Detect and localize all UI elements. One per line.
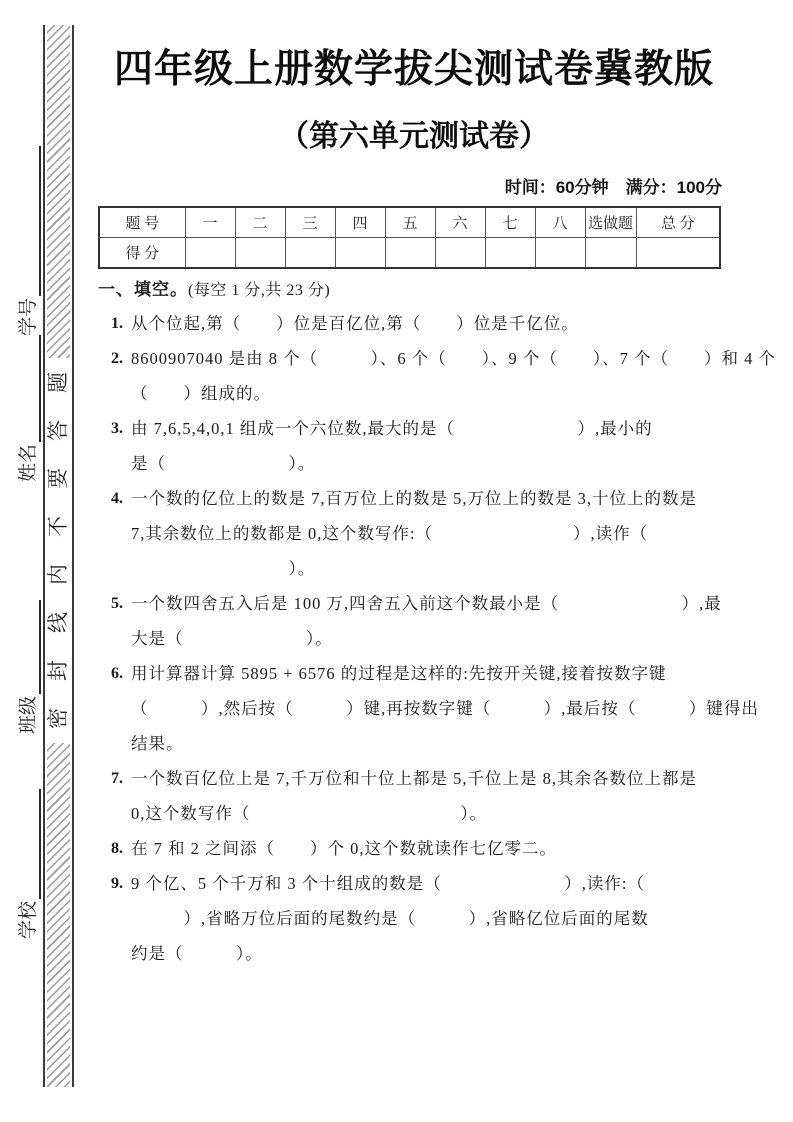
question-line: 约是（ ）。 (131, 944, 263, 963)
score-table-header-cell: 七 (485, 207, 535, 238)
question-line: （ ）,然后按（ ）键,再按数字键（ ）,最后按（ ）键得出 (131, 699, 759, 718)
score-row-label: 得 分 (99, 238, 185, 269)
score-cell-empty (585, 238, 636, 269)
question-list (98, 306, 776, 971)
question-line: 0,这个数写作（ ）。 (131, 804, 488, 823)
hatch-pattern-top (47, 25, 70, 358)
question (98, 306, 730, 341)
score-cell-empty (335, 238, 385, 269)
question-number: 2. (111, 350, 123, 367)
page-subtitle: （第六单元测试卷） (279, 120, 549, 153)
student-number-field (15, 146, 41, 336)
score-table-header-cell: 六 (435, 207, 485, 238)
score-table-header-cell: 二 (235, 207, 285, 238)
score-table-header-cell: 五 (385, 207, 435, 238)
student-name-label: 姓名 (18, 443, 39, 482)
score-cell-empty (385, 238, 435, 269)
score-table-header-cell: 总 分 (636, 207, 720, 238)
main-content (98, 0, 776, 971)
score-table-score-row (99, 238, 720, 269)
score-table-header-cell: 题 号 (99, 207, 185, 238)
score-cell-empty (185, 238, 235, 269)
question-line: 一个数四舍五入后是 100 万,四舍五入前这个数最小是（ ）,最 (131, 594, 722, 613)
seal-char: 线 (46, 612, 70, 634)
student-name-blank-line (24, 335, 41, 442)
hatch-pattern-bottom (47, 743, 70, 1087)
school-field (15, 789, 41, 939)
question-number: 3. (111, 420, 123, 437)
score-table-header-cell: 选做题 (585, 207, 636, 238)
score-table-header-cell: 三 (285, 207, 335, 238)
question-line: 一个数的亿位上的数是 7,百万位上的数是 5,万位上的数是 3,十位上的数是 (131, 489, 697, 508)
question-number: 7. (111, 770, 123, 787)
question (98, 411, 730, 481)
seal-char: 封 (46, 660, 70, 682)
score-table-header-cell: 八 (535, 207, 585, 238)
question (98, 761, 730, 831)
question-number: 1. (111, 315, 123, 332)
question-line: ）。 (131, 559, 316, 578)
score-table-header-cell: 四 (335, 207, 385, 238)
question (98, 341, 776, 411)
question-number: 6. (111, 665, 123, 682)
exam-time-score-info: 时间：60分钟 满分：100分 (504, 178, 722, 197)
question (98, 656, 759, 761)
score-cell-empty (435, 238, 485, 269)
question-number: 9. (111, 875, 123, 892)
section-heading: 一、填空。 (98, 280, 188, 299)
question-line: 大是（ ）。 (131, 629, 333, 648)
score-cell-empty (535, 238, 585, 269)
question (98, 831, 730, 866)
question-line: （ ）组成的。 (131, 384, 271, 403)
question-number: 8. (111, 840, 123, 857)
page-title: 四年级上册数学拔尖测试卷冀教版 (113, 48, 714, 91)
seal-char: 题 (46, 371, 70, 393)
seal-char: 不 (46, 515, 70, 537)
score-table-header-row (99, 207, 720, 238)
class-field (15, 600, 41, 734)
question (98, 586, 730, 656)
seal-char: 要 (46, 467, 70, 489)
question-line: 用计算器计算 5895 + 6576 的过程是这样的:先按开关键,接着按数字键 (131, 664, 667, 683)
question-line: 由 7,6,5,4,0,1 组成一个六位数,最大的是（ ）,最小的 (131, 419, 653, 438)
question (98, 481, 730, 586)
seal-char: 答 (46, 419, 70, 441)
question-line: 8600907040 是由 8 个（ ）、6 个（ ）、9 个（ ）、7 个（ ）和 4 个 (131, 349, 776, 368)
class-label: 班级 (18, 695, 39, 734)
section-header (98, 278, 730, 303)
question-line: 结果。 (131, 734, 184, 753)
score-cell-empty (636, 238, 720, 269)
question-number: 5. (111, 595, 123, 612)
question-line: 是（ ）。 (131, 454, 316, 473)
question-line: ）,省略万位后面的尾数约是（ ）,省略亿位后面的尾数 (131, 909, 649, 928)
question-line: 从个位起,第（ ）位是百亿位,第（ ）位是千亿位。 (131, 314, 579, 333)
student-name-field (15, 335, 41, 482)
question-number: 4. (111, 490, 123, 507)
question-line: 9 个亿、5 个千万和 3 个十组成的数是（ ）,读作:（ (131, 874, 645, 893)
question (98, 866, 730, 971)
student-number-label: 学号 (18, 297, 39, 336)
section-points-note: (每空 1 分,共 23 分) (188, 282, 331, 299)
score-cell-empty (235, 238, 285, 269)
score-table (98, 206, 721, 269)
score-cell-empty (285, 238, 335, 269)
question-line: 一个数百亿位上是 7,千万位和十位上都是 5,千位上是 8,其余各数位上都是 (131, 769, 697, 788)
school-blank-line (24, 789, 41, 899)
class-blank-line (24, 600, 41, 694)
seal-line-strip (43, 25, 74, 1087)
question-line: 在 7 和 2 之间添（ ）个 0,这个数就读作七亿零二。 (131, 839, 557, 858)
question-line: 7,其余数位上的数都是 0,这个数写作:（ ）,读作（ (131, 524, 649, 543)
seal-char: 密 (46, 708, 70, 730)
student-number-blank-line (24, 146, 41, 296)
score-cell-empty (485, 238, 535, 269)
seal-char: 内 (46, 564, 70, 586)
score-table-header-cell: 一 (185, 207, 235, 238)
seal-text-vertical (45, 358, 72, 743)
school-label: 学校 (18, 900, 39, 939)
